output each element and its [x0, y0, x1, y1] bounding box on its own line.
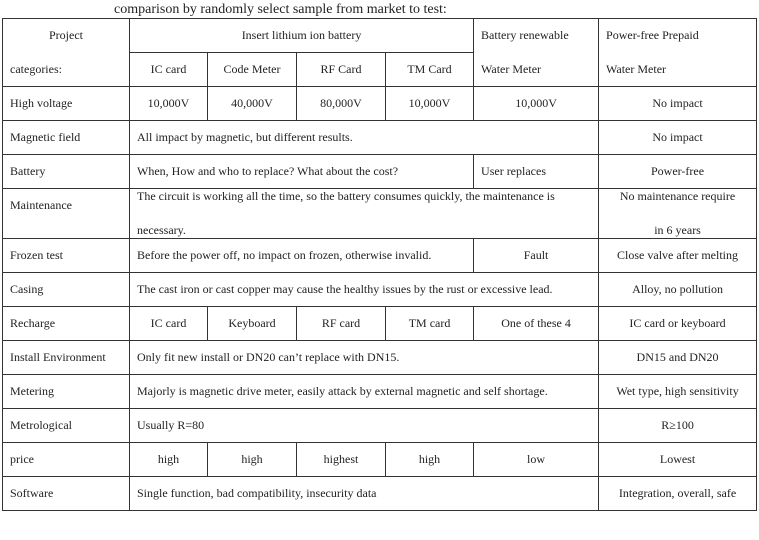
- row-label: Casing: [3, 273, 130, 307]
- cell-powerfree: Integration, overall, safe: [599, 477, 757, 511]
- cell: 80,000V: [297, 87, 386, 121]
- cell: high: [208, 443, 297, 477]
- cell-powerfree: No impact: [599, 87, 757, 121]
- row-label: Maintenance: [3, 189, 130, 239]
- row-label: Magnetic field: [3, 121, 130, 155]
- row-label: Metering: [3, 375, 130, 409]
- row-price: [3, 443, 757, 477]
- project-header-line1: Project: [49, 28, 83, 42]
- cell-renewable: User replaces: [474, 155, 599, 189]
- maintenance-text-line2: necessary.: [137, 223, 186, 237]
- row-casing: [3, 273, 757, 307]
- cell: highest: [297, 443, 386, 477]
- renewable-header: [474, 19, 599, 87]
- subheader-tm-card: TM Card: [386, 53, 474, 87]
- subheader-rf-card: RF Card: [297, 53, 386, 87]
- cell-powerfree: [599, 189, 757, 239]
- cell: 40,000V: [208, 87, 297, 121]
- row-magnetic-field: [3, 121, 757, 155]
- cell-powerfree: No impact: [599, 121, 757, 155]
- row-label: Battery: [3, 155, 130, 189]
- cell-powerfree: DN15 and DN20: [599, 341, 757, 375]
- cell-renewable: Fault: [474, 239, 599, 273]
- powerfree-header-line1: Power-free Prepaid: [606, 28, 699, 42]
- row-software: [3, 477, 757, 511]
- cell-wide: Before the power off, no impact on frozen, otherwise invalid.: [130, 239, 474, 273]
- cell: low: [474, 443, 599, 477]
- cell-wide: Only fit new install or DN20 can’t replace with DN15.: [130, 341, 599, 375]
- insert-battery-group-header: Insert lithium ion battery: [130, 19, 474, 53]
- project-header-line2: categories:: [10, 62, 62, 76]
- cell-powerfree: Alloy, no pollution: [599, 273, 757, 307]
- cell: IC card: [130, 307, 208, 341]
- subheader-code-meter: Code Meter: [208, 53, 297, 87]
- cell: high: [386, 443, 474, 477]
- cell-powerfree: Lowest: [599, 443, 757, 477]
- cell-wide: When, How and who to replace? What about the cost?: [130, 155, 474, 189]
- cell-wide: Single function, bad compatibility, insecurity data: [130, 477, 599, 511]
- row-label: price: [3, 443, 130, 477]
- row-recharge: [3, 307, 757, 341]
- cell-wide: The cast iron or cast copper may cause the healthy issues by the rust or excessive lead.: [130, 273, 599, 307]
- powerfree-header: [599, 19, 757, 87]
- renewable-header-line1: Battery renewable: [481, 28, 569, 42]
- header-row: [3, 19, 757, 53]
- comparison-table: [2, 18, 757, 511]
- cell: Keyboard: [208, 307, 297, 341]
- row-battery: [3, 155, 757, 189]
- cell: 10,000V: [130, 87, 208, 121]
- cell-powerfree: IC card or keyboard: [599, 307, 757, 341]
- row-label: Install Environment: [3, 341, 130, 375]
- row-frozen-test: [3, 239, 757, 273]
- cell-powerfree: Power-free: [599, 155, 757, 189]
- renewable-header-line2: Water Meter: [481, 62, 542, 76]
- cell: RF card: [297, 307, 386, 341]
- subheader-ic-card: IC card: [130, 53, 208, 87]
- cell-wide: Usually R=80: [130, 409, 599, 443]
- cell: 10,000V: [386, 87, 474, 121]
- powerfree-header-line2: Water Meter: [606, 62, 667, 76]
- row-label: Recharge: [3, 307, 130, 341]
- cell-powerfree: Wet type, high sensitivity: [599, 375, 757, 409]
- cell: TM card: [386, 307, 474, 341]
- row-maintenance: [3, 189, 757, 239]
- row-label: Software: [3, 477, 130, 511]
- cell: One of these 4: [474, 307, 599, 341]
- project-header: [3, 19, 130, 87]
- row-label: High voltage: [3, 87, 130, 121]
- row-metering: [3, 375, 757, 409]
- maintenance-last-line1: No maintenance require: [619, 189, 736, 203]
- row-install-environment: [3, 341, 757, 375]
- row-label: Frozen test: [3, 239, 130, 273]
- cell-wide: All impact by magnetic, but different results.: [130, 121, 599, 155]
- maintenance-last-line2: in 6 years: [654, 223, 701, 237]
- cell: 10,000V: [474, 87, 599, 121]
- row-label: Metrological: [3, 409, 130, 443]
- cell-powerfree: Close valve after melting: [599, 239, 757, 273]
- cell-wide: [130, 189, 599, 239]
- cell-wide: Majorly is magnetic drive meter, easily attack by external magnetic and self shortage.: [130, 375, 599, 409]
- maintenance-text-line1: The circuit is working all the time, so the battery consumes quickly, the maintenance is: [137, 189, 555, 203]
- cell-powerfree: R≥100: [599, 409, 757, 443]
- cell: high: [130, 443, 208, 477]
- table-caption: comparison by randomly select sample from market to test:: [114, 2, 447, 17]
- row-high-voltage: [3, 87, 757, 121]
- row-metrological: [3, 409, 757, 443]
